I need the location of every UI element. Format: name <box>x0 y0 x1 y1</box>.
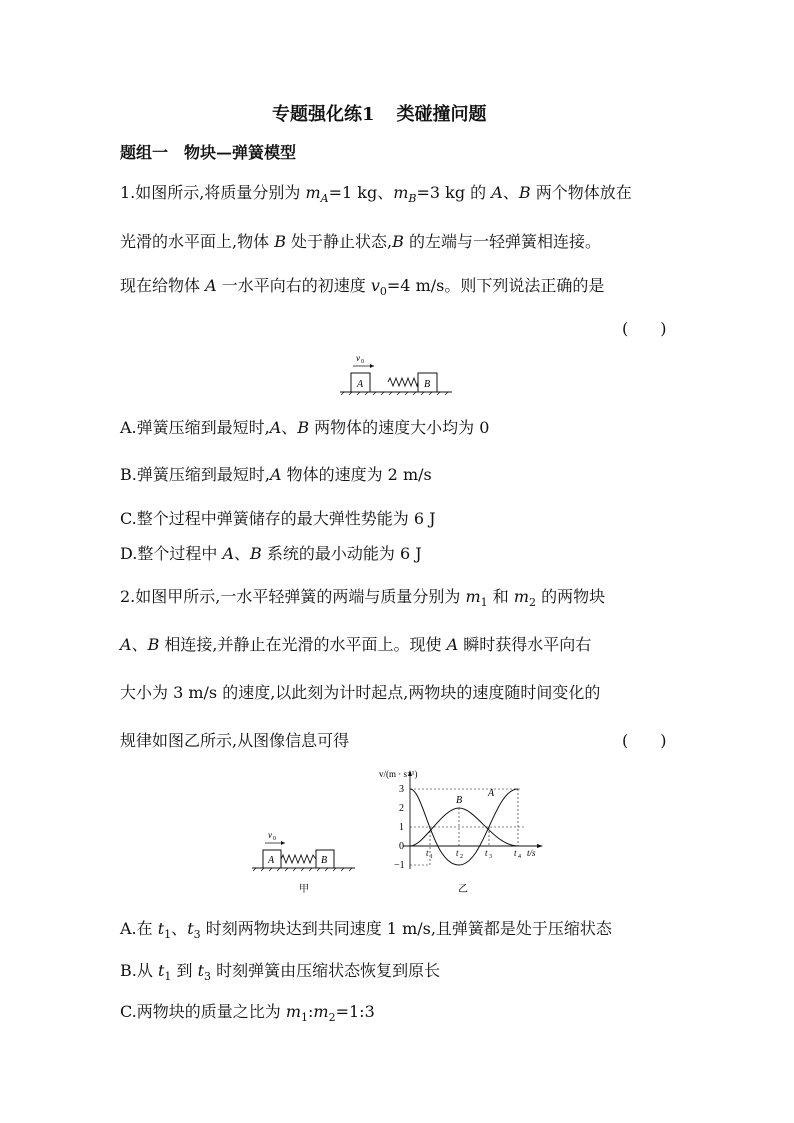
x-axis-label: t/s <box>527 848 536 858</box>
block-b-label: B <box>424 379 431 390</box>
y-tick: 3 <box>399 784 404 795</box>
jia-caption: 甲 <box>299 884 309 895</box>
x-tick: t <box>426 848 429 858</box>
q1-line-3: 现在给物体 A 一水平向右的初速度 $v_0=4$ m/s。则下列说法正确的是 <box>120 276 605 299</box>
v0-label: v <box>356 353 360 363</box>
x-tick: t <box>456 848 459 858</box>
q1-option-c: C.整个过程中弹簧储存的最大弹性势能为 6 J <box>120 509 436 528</box>
q2-figure-yi <box>370 766 550 898</box>
q2-line-3: 大小为 3 m/s 的速度,以此刻为计时起点,两物块的速度随时间变化的 <box>120 683 601 702</box>
curve-label-a: A <box>488 788 495 799</box>
q2-line-2: A、B 相连接,并静止在光滑的水平面上。现使 A 瞬时获得水平向右 <box>120 635 592 654</box>
y-axis-label: v/(m · s⁻¹) <box>379 769 418 779</box>
q1-line-1: 1.如图所示,将质量分别为 $m_A=1$ kg、$m_B=3$ kg 的 A、B 两个物体放在 <box>120 183 632 206</box>
y-tick: 2 <box>399 803 404 814</box>
q2-line-4: 规律如图乙所示,从图像信息可得 <box>120 731 350 750</box>
y-tick: −1 <box>394 860 405 871</box>
q2-line-1: 2.如图甲所示,一水平轻弹簧的两端与质量分别为 $m_1$ 和 $m_2$ 的两物块 <box>120 587 606 610</box>
arrow-head-icon <box>281 841 285 845</box>
svg-text:0: 0 <box>361 359 364 365</box>
svg-text:A: A <box>268 855 275 866</box>
q2-option-b: B.从 $t_1$ 到 $t_3$ 时刻弹簧由压缩状态恢复到原长 <box>120 961 441 984</box>
title-sub: 类碰撞问题 <box>396 104 487 125</box>
q1-option-d: D.整个过程中 A、B 系统的最小动能为 6 J <box>120 544 422 563</box>
q2-option-c: C.两物块的质量之比为 $m_1:m_2=1:3$ <box>120 1002 375 1025</box>
x-tick: t <box>485 848 488 858</box>
x-axis-arrow-icon <box>537 844 543 848</box>
arrow-head-icon <box>370 364 374 368</box>
yi-caption: 乙 <box>458 884 468 895</box>
svg-text:4: 4 <box>518 854 521 860</box>
q1-line-2: 光滑的水平面上,物体 B 处于静止状态,B 的左端与一轻弹簧相连接。 <box>120 232 601 251</box>
jia-spring <box>281 855 316 863</box>
block-a-label: A <box>357 379 364 390</box>
q2-answer-paren: ( ) <box>622 731 667 750</box>
q2-option-a: A.在 $t_1$、$t_3$ 时刻两物块达到共同速度 1 m/s,且弹簧都是处于压缩状态 <box>120 919 612 942</box>
q1-figure <box>340 350 455 395</box>
spring <box>388 378 418 386</box>
svg-text:0: 0 <box>273 836 276 842</box>
q2-figure-jia <box>250 828 360 896</box>
svg-text:v: v <box>268 830 272 840</box>
svg-text:2: 2 <box>460 854 463 860</box>
y-tick: 1 <box>399 822 404 833</box>
page-title <box>272 100 487 126</box>
q1-answer-paren: ( ) <box>622 319 667 338</box>
svg-text:B: B <box>321 855 328 866</box>
section-heading: 题组一 物块—弹簧模型 <box>120 143 297 162</box>
title-main: 专题强化练1 <box>272 104 375 125</box>
x-tick: t <box>514 848 517 858</box>
q1-option-b: B.弹簧压缩到最短时,A 物体的速度为 2 m/s <box>120 465 432 484</box>
curve-label-b: B <box>456 795 463 806</box>
svg-text:1: 1 <box>430 854 433 860</box>
q1-option-a: A.弹簧压缩到最短时,A、B 两物体的速度大小均为 0 <box>120 418 490 437</box>
y-tick: 0 <box>399 841 404 852</box>
svg-text:3: 3 <box>489 854 492 860</box>
